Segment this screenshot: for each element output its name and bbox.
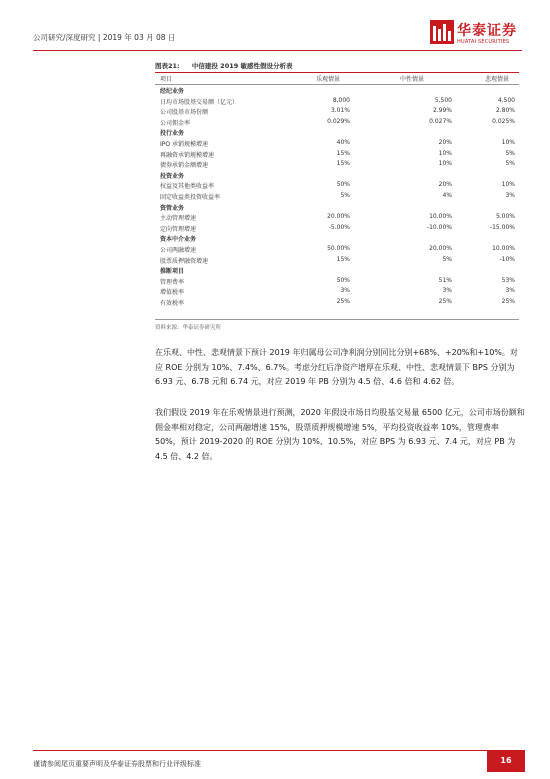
table-row [155,298,519,308]
table-cell: 25% [501,298,515,305]
table-cell: 3% [442,287,452,295]
table-row [155,277,519,287]
row-label: 权益及其他类收益率 [160,183,215,191]
row-label: 公司股基市场份额 [160,109,209,117]
table-section-row [155,203,519,213]
table-cell: 51% [438,276,452,284]
table-cell: 10% [438,160,452,168]
row-label: 资管业务 [160,204,185,212]
table-cell: 5,500 [434,96,452,104]
table-row [155,192,519,202]
table-section-row [155,266,519,276]
table-cell: 53% [501,276,515,284]
row-label: 公司佣金率 [160,119,191,127]
table-row [155,118,519,128]
table-header-neutral: 中性情景 [400,76,425,83]
table-section-row [155,234,519,244]
table-cell: -10.00% [426,223,452,231]
huatai-logo-icon [430,20,454,44]
row-label: 投行业务 [160,130,185,138]
table-cell: 25% [438,298,452,305]
footer-divider [33,750,522,751]
row-label: 再融资承销规模增速 [160,151,215,159]
row-label: 债券承销金额增速 [160,162,209,170]
row-label: 股票质押融资增速 [160,257,209,265]
table-cell: 50% [336,276,350,284]
table-row [155,213,519,223]
table-cell: 5% [505,149,515,157]
table-section-row [155,128,519,138]
table-source: 资料来源：华泰证券研究所 [155,325,222,331]
table-row [155,245,519,255]
table-cell: 0.029% [327,117,350,125]
table-cell: 20% [438,181,452,189]
table-cell: 5.00% [495,213,515,221]
table-header-item: 项目 [160,76,173,83]
table-cell: 10.00% [492,245,515,252]
table-cell: -5.00% [328,223,350,231]
row-label: 经纪业务 [160,88,185,95]
table-row [155,287,519,297]
table-header-pessimistic: 悲观情景 [485,76,510,83]
table-row [155,97,519,107]
table-header-rule [155,84,519,85]
table-row [155,224,519,234]
row-label: 有效税率 [160,300,185,307]
paragraph-2: 我们假设 2019 年在乐观情景进行预测，2020 年假设市场日均股基交易量 6500 亿元，公司市场份额和佣金率相对稳定，公司两融增速 15%，股票质押规模增速 5%，平均投资收益率 10%，管理费率 50%，预计 2019-2020 的 ROE 分别为 10%、10.5%，对应 BPS 为 6.93 元、7.4 元，对应 PB 为 4.5 倍、4.2 倍。 [155,408,525,461]
table-cell: 15% [336,160,350,168]
table-cell: 20% [438,139,452,146]
row-label: 投资业务 [160,172,185,180]
paragraph-1: 在乐观、中性、悲观情景下预计 2019 年归属母公司净利润分别同比分别+68%、+20%和+10%。对应 ROE 分别为 10%、7.4%、6.7%。考虑分红后净资产增厚在乐观、中性、悲观情景下 BPS 分别为 6.93 元、6.78 元和 6.74 元，对应 2019 年 PB 分别为 4.5 倍、4.6 倍和 4.62 倍。 [155,348,518,386]
table-cell: 50% [336,181,350,189]
table-cell: -15.00% [489,223,515,231]
table-bottom-rule [155,319,519,320]
table-row [155,256,519,266]
table-cell: 15% [336,149,350,157]
row-label: 推断项目 [160,268,185,276]
header-divider [33,50,522,51]
table-section-row [155,171,519,181]
table-cell: 10% [438,149,452,157]
table-cell: 5% [442,255,452,263]
row-label: 管理费率 [160,278,185,286]
table-cell: 20.00% [429,245,452,252]
company-logo [430,20,525,50]
table-cell: 50.00% [327,245,350,252]
table-row [155,107,519,117]
table-cell: 8,000 [332,96,350,104]
table-number: 图表21: [155,62,180,70]
row-label: 日均市场股基交易额（亿元） [160,98,239,106]
table-caption [155,61,293,70]
table-cell: 3% [340,287,350,295]
table-cell: 10% [501,139,515,146]
logo-english-name: HUATAI SECURITIES [457,39,510,45]
table-cell: 0.025% [492,117,515,125]
table-cell: 3.01% [330,107,350,115]
table-cell: 15% [336,255,350,263]
footer-disclaimer: 谨请参阅尾页重要声明及华泰证券股票和行业评级标准 [33,760,201,768]
table-row [155,181,519,191]
table-section-row [155,86,519,96]
table-row [155,150,519,160]
table-cell: 40% [336,139,350,146]
table-cell: 3% [505,287,515,295]
table-cell: 0.027% [429,117,452,125]
logo-chinese-name: 华泰证券 [457,23,517,39]
table-cell: 4% [442,192,452,199]
row-label: 公司两融增速 [160,247,197,254]
table-cell: 20.00% [327,213,350,221]
table-cell: 5% [505,160,515,168]
table-cell: 25% [336,298,350,305]
table-top-rule [155,72,519,73]
table-cell: 10.00% [429,213,452,221]
row-label: IPO 承销规模增速 [160,141,209,148]
table-cell: -10% [499,255,515,263]
row-label: 固定收益类投资收益率 [160,194,221,201]
table-cell: 4,500 [497,96,515,104]
table-row [155,139,519,149]
table-title: 中信建投 2019 敏感性假设分析表 [191,62,293,70]
table-row [155,160,519,170]
page-number: 16 [487,750,525,772]
table-cell: 3% [505,192,515,199]
row-label: 资本中介业务 [160,236,197,244]
table-cell: 10% [501,181,515,189]
header-breadcrumb: 公司研究/深度研究 | 2019 年 03 月 08 日 [33,33,176,42]
table-cell: 5% [340,192,350,199]
table-cell: 2.80% [495,107,515,115]
row-label: 主动管理增速 [160,215,197,223]
row-label: 定向管理增速 [160,225,197,233]
table-cell: 2.99% [432,107,452,115]
table-header-optimistic: 乐观情景 [316,76,341,83]
row-label: 增值税率 [160,289,185,297]
